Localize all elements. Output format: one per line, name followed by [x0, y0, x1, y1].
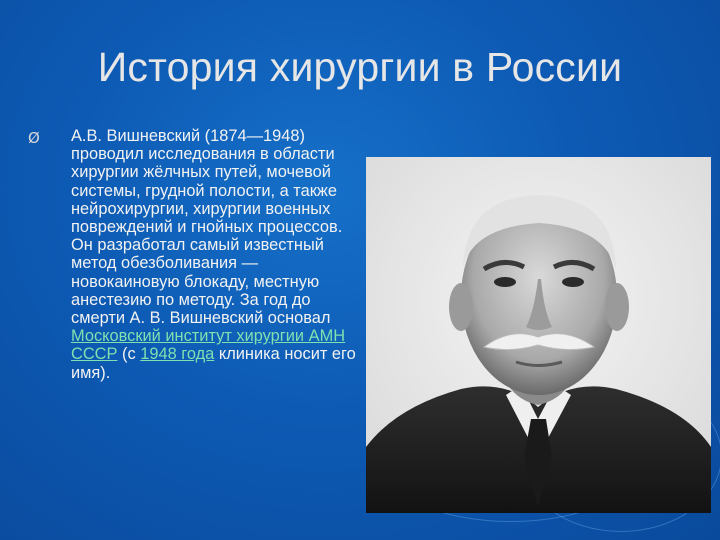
paragraph-text: (с [117, 345, 141, 364]
paragraph-text: клиника носит его имя). [71, 345, 356, 382]
paragraph-text: А.В. Вишневский (1874—1948) проводил исследования в области хирургии жёлчных путей, мочевой системы, грудной полости, а также нейрохирургии, хирургии военных повреждений и гнойных процессов. Он разработал самый известный метод обезболивания — новокаиновую блокаду, местную анестезию по методу. За год до смерти А. В. Вишневский основал [71, 127, 343, 328]
bullet-paragraph [71, 127, 356, 382]
portrait-illustration [366, 157, 711, 513]
slide-title: История хирургии в России [97, 44, 623, 90]
institute-link[interactable]: Московский институт хирургии АМН СССР [71, 327, 346, 364]
portrait-photo [366, 157, 711, 513]
year-link[interactable]: 1948 года [140, 345, 215, 364]
arrow-bullet-icon: Ø [28, 129, 40, 147]
